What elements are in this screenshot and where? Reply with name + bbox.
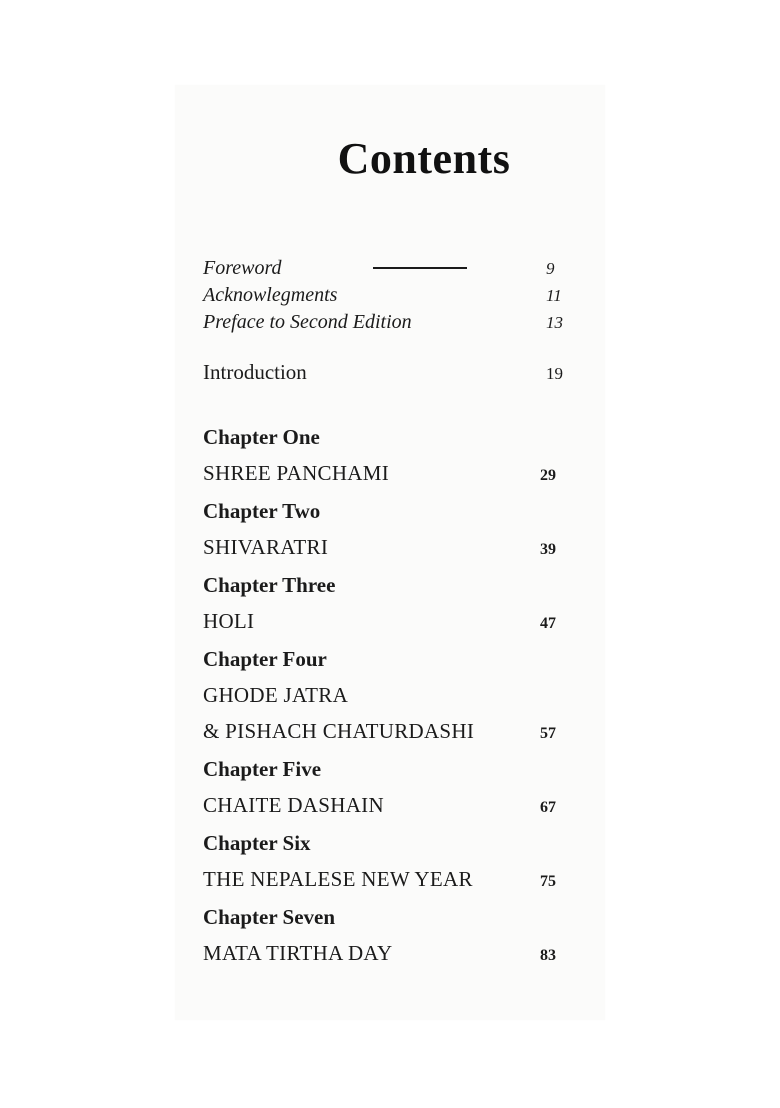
toc-entry-page: 19	[546, 364, 563, 383]
chapter-heading: Chapter Five	[203, 757, 322, 781]
toc-entry-label: Acknowlegments	[203, 284, 338, 306]
toc-entry-chapter	[203, 867, 568, 897]
chapter-heading: Chapter One	[203, 425, 320, 449]
toc-entry-page: 13	[546, 313, 563, 332]
toc-entry-label: Foreword	[203, 257, 282, 279]
toc-entry-page: 83	[540, 947, 556, 964]
chapter-heading: Chapter Seven	[203, 905, 336, 929]
toc-entry-chapter	[203, 793, 568, 823]
chapter-title: & PISHACH CHATURDASHI	[203, 719, 475, 743]
chapter-title: GHODE JATRA	[203, 683, 349, 707]
chapter-heading: Chapter Three	[203, 573, 336, 597]
toc-entry-chapter	[203, 609, 568, 639]
chapter-title: CHAITE DASHAIN	[203, 793, 384, 817]
toc-entry-chapter	[203, 941, 568, 971]
chapter-title: THE NEPALESE NEW YEAR	[203, 867, 473, 891]
toc-entry-page: 57	[540, 725, 556, 742]
toc-entry-page: 11	[546, 286, 562, 305]
toc-entry-label: Introduction	[203, 360, 307, 384]
toc-entry-page: 67	[540, 799, 556, 816]
chapter-heading: Chapter Six	[203, 831, 311, 855]
toc-entry-introduction	[203, 360, 568, 390]
toc-entry-chapter	[203, 535, 568, 565]
toc-entry-foreword	[203, 257, 568, 287]
chapter-title: SHIVARATRI	[203, 535, 329, 559]
chapter-title: SHREE PANCHAMI	[203, 461, 390, 485]
toc-entry-chapter	[203, 461, 568, 491]
toc-entry-preface	[203, 311, 568, 341]
toc-entry-page: 29	[540, 467, 556, 484]
chapter-heading: Chapter Two	[203, 499, 321, 523]
chapter-title-line	[203, 683, 568, 713]
toc-entry-chapter	[203, 719, 568, 749]
book-page	[175, 85, 605, 1020]
chapter-title: MATA TIRTHA DAY	[203, 941, 393, 965]
toc-entry-page: 75	[540, 873, 556, 890]
page-title: Contents	[337, 134, 511, 183]
chapter-heading: Chapter Four	[203, 647, 327, 671]
toc-entry-page: 47	[540, 615, 556, 632]
toc-entry-label: Preface to Second Edition	[203, 311, 412, 333]
toc-entry-page: 39	[540, 541, 556, 558]
toc-entry-page: 9	[546, 259, 555, 278]
toc-entry-acknowlegments	[203, 284, 568, 314]
chapter-title: HOLI	[203, 609, 255, 633]
